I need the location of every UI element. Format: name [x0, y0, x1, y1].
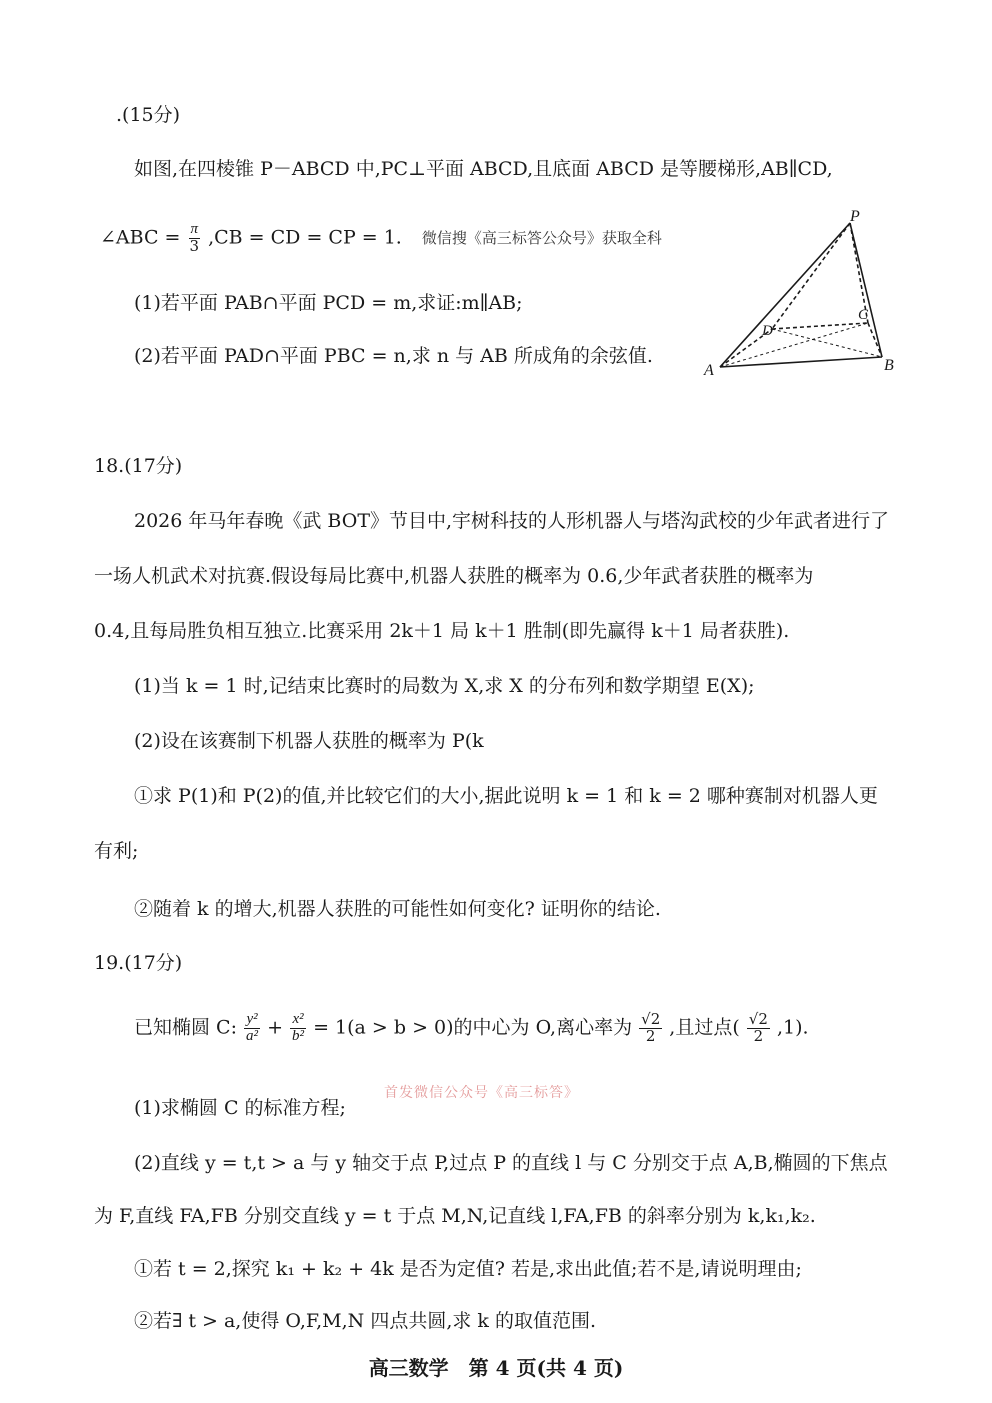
- frac-den: 2: [645, 1026, 656, 1045]
- q19-sub-2: ②若∃ t > a,使得 O,F,M,N 四点共圆,求 k 的取值范围.: [134, 1310, 596, 1332]
- edge-pb: [850, 223, 882, 357]
- edge-dc: [772, 323, 868, 329]
- pyramid-figure: [700, 205, 910, 380]
- q18-line-2: 一场人机武术对抗赛.假设每局比赛中,机器人获胜的概率为 0.6,少年武者获胜的概率为: [94, 565, 814, 587]
- edge-pa: [720, 223, 850, 367]
- label-d: D: [762, 323, 773, 339]
- label-a: A: [704, 362, 714, 379]
- frac-den: 2: [753, 1026, 764, 1045]
- q18-line-1: 2026 年马年春晚《武 BOT》节目中,宇树科技的人形机器人与塔沟武校的少年武者进行了: [134, 510, 890, 532]
- q19-condition: = 1(a > b > 0)的中心为 O,离心率为: [313, 1016, 633, 1039]
- label-c: C: [858, 307, 869, 323]
- q17-header: .(15分): [116, 104, 181, 126]
- q19-red-watermark: 首发微信公众号《高三标答》: [384, 1085, 579, 1101]
- q19-part-2-line-a: (2)直线 y = t,t > a 与 y 轴交于点 P,过点 P 的直线 l 与 C 分别交于点 A,B,椭圆的下焦点: [134, 1152, 888, 1174]
- q19-header: 19.(17分): [94, 952, 183, 974]
- q17-line-2: [100, 222, 662, 255]
- q17-equal-sides: ,CB = CD = CP = 1.: [208, 226, 402, 249]
- q18-line-3: 0.4,且每局胜负相互独立.比赛采用 2k＋1 局 k＋1 胜制(即先赢得 k＋1 局者获胜).: [94, 620, 790, 642]
- q19-through-point: ,且过点(: [669, 1016, 740, 1039]
- q18-header: 18.(17分): [94, 455, 183, 477]
- frac-eccentricity: [639, 1012, 662, 1045]
- q18-part-2: (2)设在该赛制下机器人获胜的概率为 P(k: [134, 730, 484, 752]
- edge-pd: [772, 223, 850, 329]
- frac-num: √2: [748, 1010, 768, 1028]
- q19-intro: 已知椭圆 C:: [134, 1016, 237, 1039]
- q18-sub-1-line-a: ①求 P(1)和 P(2)的值,并比较它们的大小,据此说明 k = 1 和 k = 2 哪种赛制对机器人更: [134, 785, 878, 807]
- frac-num: π: [190, 221, 199, 237]
- q19-sub-1: ①若 t = 2,探究 k₁ + k₂ + 4k 是否为定值? 若是,求出此值;若不是,请说明理由;: [134, 1258, 802, 1280]
- frac-num: y²: [246, 1011, 258, 1027]
- q17-angle-prefix: ∠ABC =: [100, 226, 181, 249]
- q19-part-2-line-b: 为 F,直线 FA,FB 分别交直线 y = t 于点 M,N,记直线 l,FA,FB 的斜率分别为 k,k₁,k₂.: [94, 1205, 816, 1227]
- frac-den: a²: [246, 1027, 259, 1044]
- frac-den: 3: [189, 236, 200, 255]
- q17-part-1: (1)若平面 PAB∩平面 PCD = m,求证:m∥AB;: [134, 292, 523, 314]
- page-footer: 高三数学 第 4 页(共 4 页): [368, 1356, 624, 1380]
- frac-den: b²: [292, 1027, 305, 1044]
- q18-sub-2: ②随着 k 的增大,机器人获胜的可能性如何变化? 证明你的结论.: [134, 898, 661, 920]
- edge-ab: [720, 357, 882, 367]
- q17-part-2: (2)若平面 PAD∩平面 PBC = n,求 n 与 AB 所成角的余弦值.: [134, 345, 653, 367]
- plus-sign: +: [267, 1016, 283, 1039]
- q17-watermark: 微信搜《高三标答公众号》获取全科: [421, 229, 662, 248]
- label-p: P: [850, 208, 860, 225]
- q18-sub-1-line-b: 有利;: [94, 840, 139, 862]
- frac-num: √2: [641, 1010, 661, 1028]
- frac-x2-b2: [290, 1012, 306, 1045]
- q18-part-1: (1)当 k = 1 时,记结束比赛时的局数为 X,求 X 的分布列和数学期望 E(X);: [134, 675, 755, 697]
- frac-y2-a2: [244, 1012, 260, 1045]
- q19-part-1: (1)求椭圆 C 的标准方程;: [134, 1097, 346, 1119]
- q17-line-1: 如图,在四棱锥 P－ABCD 中,PC⊥平面 ABCD,且底面 ABCD 是等腰梯形,AB∥CD,: [134, 158, 833, 180]
- diag-ac: [720, 323, 868, 367]
- frac-point-x: [747, 1012, 770, 1045]
- label-b: B: [884, 357, 894, 374]
- frac-num: x²: [292, 1011, 304, 1027]
- q19-line-1: [134, 1012, 809, 1045]
- q19-point-end: ,1).: [776, 1016, 809, 1039]
- q17-pi-over-3: [188, 222, 202, 255]
- diag-db: [772, 329, 882, 357]
